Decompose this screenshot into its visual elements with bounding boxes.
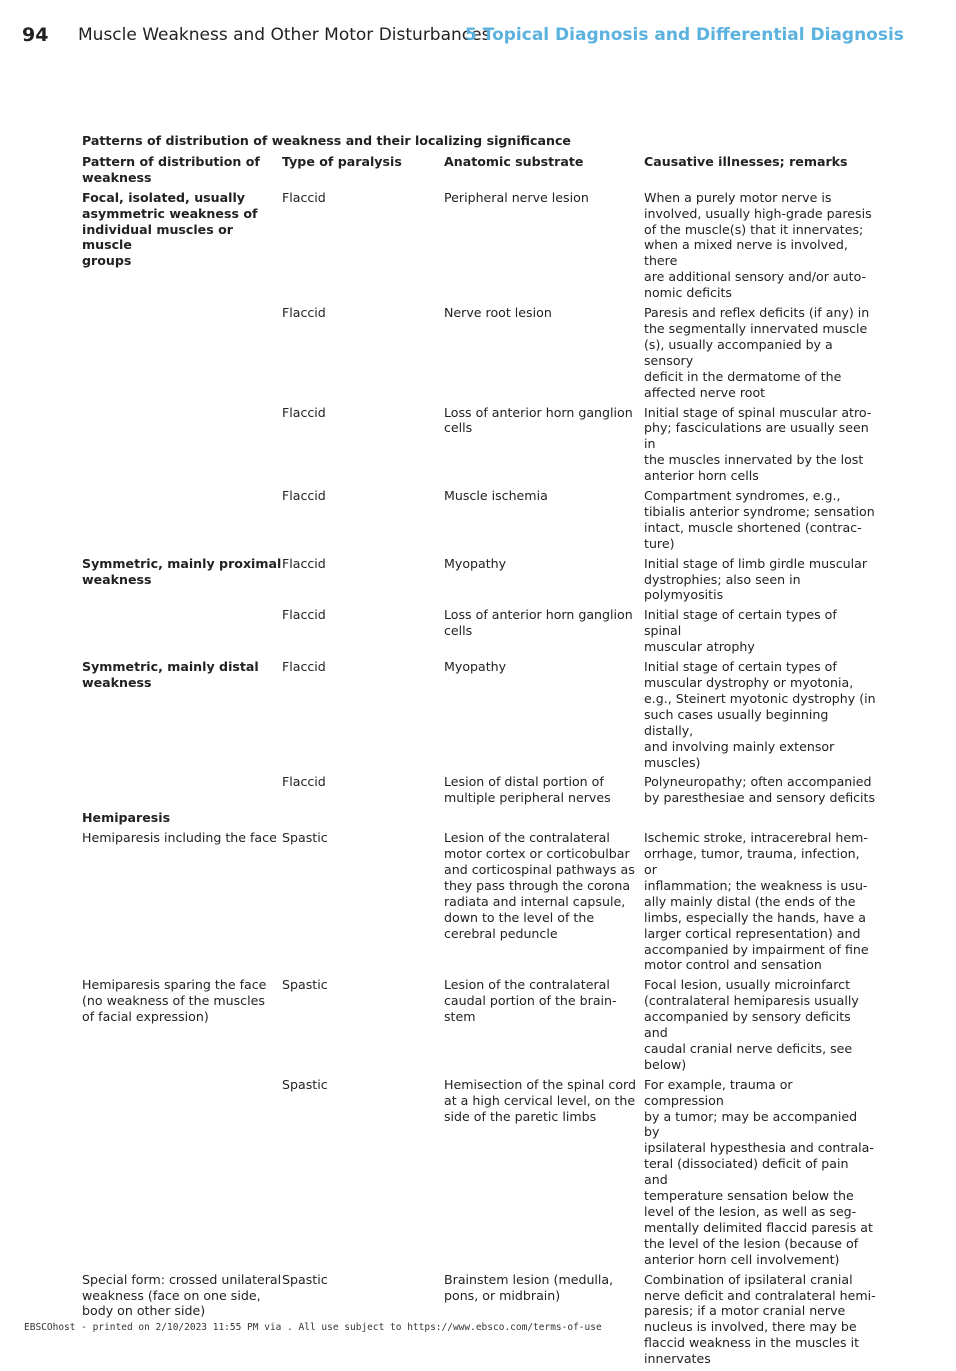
cell-anatomic-substrate: Peripheral nerve lesion <box>444 189 589 205</box>
table-row <box>82 977 882 1072</box>
cell-paralysis-type: Flaccid <box>282 488 326 504</box>
cell-anatomic-substrate: Muscle ischemia <box>444 488 548 504</box>
cell-paralysis-type: Spastic <box>282 830 328 846</box>
section-title: 5 Topical Diagnosis and Differential Diagnosis <box>465 25 904 45</box>
cell-remarks: Combination of ipsilateral cranial nerve deficit and contralateral hemi- paresis; if a motor cranial nerve nucleus is involved, there may be flaccid weakness in the muscles it innervates <box>644 1271 876 1367</box>
cell-remarks: Paresis and reflex deficits (if any) in the segmentally innervated muscle (s), usually accompanied by a sensory deficit in the dermatome of the affected nerve root <box>644 305 870 400</box>
group-heading-hemiparesis: Hemiparesis <box>82 810 171 826</box>
cell-anatomic-substrate: Lesion of the contralateral motor cortex or corticobulbar and corticospinal pathways as they pass through the corona radiata and internal capsule, down to the level of the cerebral peduncle <box>444 830 635 941</box>
cell-paralysis-type: Flaccid <box>282 404 326 420</box>
cell-remarks: Initial stage of certain types of spinal muscular atrophy <box>644 607 837 655</box>
cell-paralysis-type: Flaccid <box>282 189 326 205</box>
cell-anatomic-substrate: Lesion of the contralateral caudal portion of the brain- stem <box>444 977 617 1025</box>
cell-paralysis-type: Flaccid <box>282 659 326 675</box>
cell-anatomic-substrate: Myopathy <box>444 659 507 675</box>
table-caption: Patterns of distribution of weakness and their localizing significance <box>82 133 571 148</box>
column-header-pattern: Pattern of distribution of weakness <box>82 153 260 185</box>
table-row <box>82 830 882 973</box>
table-row <box>82 1077 882 1268</box>
column-header-type: Type of paralysis <box>282 153 402 169</box>
table-row <box>82 405 882 485</box>
cell-paralysis-type: Spastic <box>282 1076 328 1092</box>
column-header-substrate: Anatomic substrate <box>444 153 584 169</box>
cell-paralysis-type: Flaccid <box>282 607 326 623</box>
table-row <box>82 774 882 806</box>
page-number: 94 <box>22 24 49 46</box>
cell-paralysis-type: Flaccid <box>282 555 326 571</box>
table-row <box>82 556 882 604</box>
cell-pattern: Hemiparesis including the face <box>82 830 277 846</box>
cell-pattern: Symmetric, mainly distal weakness <box>82 659 259 690</box>
cell-pattern: Focal, isolated, usually asymmetric weakness of individual muscles or muscle groups <box>82 189 258 269</box>
cell-remarks: Polyneuropathy; often accompanied by paresthesiae and sensory deficits <box>644 774 876 806</box>
cell-pattern: Hemiparesis sparing the face (no weakness of the muscles of facial expression) <box>82 977 267 1025</box>
cell-remarks: When a purely motor nerve is involved, usually high-grade paresis of the muscle(s) that it innervates; when a mixed nerve is involved, there are additional sensory and/or auto- nomic deficits <box>644 189 872 301</box>
running-title: Muscle Weakness and Other Motor Disturbances <box>78 25 491 45</box>
cell-anatomic-substrate: Hemisection of the spinal cord at a high cervical level, on the side of the paretic limbs <box>444 1076 636 1124</box>
table-body <box>82 190 882 807</box>
cell-paralysis-type: Spastic <box>282 1271 328 1287</box>
cell-anatomic-substrate: Lesion of distal portion of multiple peripheral nerves <box>444 774 611 806</box>
table-row <box>82 305 882 400</box>
table-row <box>82 1272 882 1367</box>
cell-pattern: Symmetric, mainly proximal weakness <box>82 555 282 587</box>
cell-anatomic-substrate: Nerve root lesion <box>444 305 552 321</box>
cell-remarks: For example, trauma or compression by a tumor; may be accompanied by ipsilateral hypesthesia and contrala- teral (dissociated) deficit of pain and temperature sensation below the level of the lesion, as well as seg- mentally delimited flaccid paresis at the level of the lesion (because of anterior horn cell involvement) <box>644 1076 874 1267</box>
cell-remarks: Initial stage of spinal muscular atro- phy; fasciculations are usually seen in the muscles innervated by the lost anterior horn cells <box>644 404 872 484</box>
weakness-distribution-table <box>82 133 882 1371</box>
cell-anatomic-substrate: Brainstem lesion (medulla, pons, or midbrain) <box>444 1271 614 1303</box>
cell-remarks: Focal lesion, usually microinfarct (contralateral hemiparesis usually accompanied by sensory deficits and caudal cranial nerve deficits, see below) <box>644 977 859 1072</box>
table-body-hemiparesis <box>82 830 882 1367</box>
column-header-remarks: Causative illnesses; remarks <box>644 153 848 169</box>
cell-paralysis-type: Spastic <box>282 977 328 993</box>
cell-remarks: Compartment syndromes, e.g., tibialis anterior syndrome; sensation intact, muscle shortened (contrac- ture) <box>644 488 875 551</box>
cell-anatomic-substrate: Loss of anterior horn ganglion cells <box>444 607 633 639</box>
cell-anatomic-substrate: Myopathy <box>444 555 507 571</box>
table-row <box>82 488 882 552</box>
table-row <box>82 190 882 301</box>
table-row <box>82 659 882 770</box>
cell-remarks: Initial stage of certain types of muscular dystrophy or myotonia, e.g., Steinert myotonic dystrophy (in such cases usually beginning distally, and involving mainly extensor muscles) <box>644 659 876 770</box>
cell-remarks: Initial stage of limb girdle muscular dystrophies; also seen in polymyositis <box>644 555 868 603</box>
cell-paralysis-type: Flaccid <box>282 774 326 790</box>
table-row <box>82 607 882 655</box>
cell-remarks: Ischemic stroke, intracerebral hem- orrhage, tumor, trauma, infection, or inflammation; the weakness is usu- ally mainly distal (the ends of the limbs, especially the hands, have a larger cortical representation) and accompanied by impairment of fine motor control and sensation <box>644 830 869 973</box>
cell-paralysis-type: Flaccid <box>282 305 326 321</box>
cell-pattern: Special form: crossed unilateral weakness (face on one side, body on other side) <box>82 1271 282 1319</box>
print-footer: EBSCOhost - printed on 2/10/2023 11:55 PM via . All use subject to https://www.ebsco.com/terms-of-use <box>24 1322 602 1333</box>
table-header-row <box>82 154 882 186</box>
cell-anatomic-substrate: Loss of anterior horn ganglion cells <box>444 404 633 436</box>
